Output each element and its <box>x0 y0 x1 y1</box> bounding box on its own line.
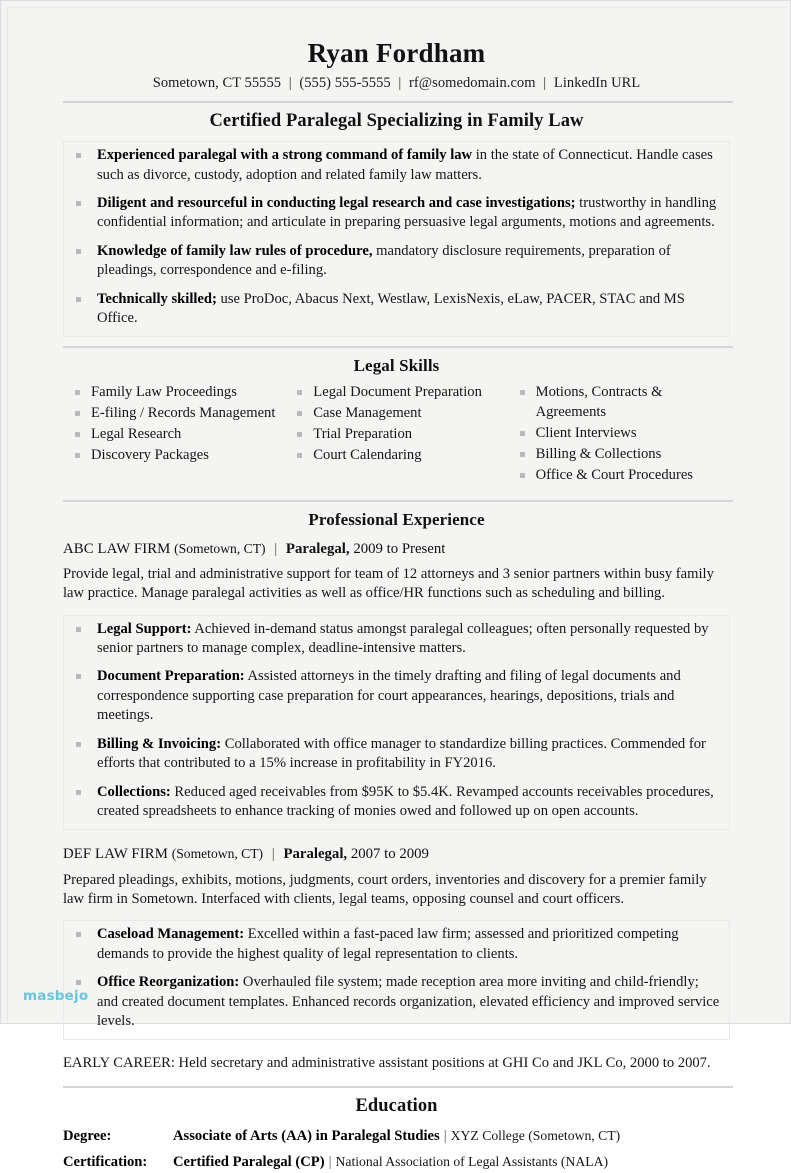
summary-bullet-text <box>97 194 721 233</box>
job-bullet-lead: Collections: <box>97 783 171 800</box>
education-degree: Associate of Arts (AA) in Paralegal Studies <box>173 1128 440 1145</box>
divider-above-skills <box>63 346 733 348</box>
job-bullet-lead: Document Preparation: <box>97 668 245 685</box>
job-location: (Sometown, CT) <box>171 846 264 862</box>
skill-item <box>508 445 730 465</box>
skill-label: E-filing / Records Management <box>91 405 276 422</box>
job-bullet-lead: Billing & Invoicing: <box>97 735 222 752</box>
square-bullet-icon <box>75 453 80 458</box>
square-bullet-icon <box>75 432 80 437</box>
skill-item <box>285 404 507 424</box>
skills-grid <box>63 383 730 490</box>
resume-sheet <box>1 1 790 1173</box>
job-dates: 2009 to Present <box>353 540 446 557</box>
section-title-skills: Legal Skills <box>353 356 440 376</box>
square-bullet-icon <box>297 390 302 395</box>
summary-bullet-rest: use ProDoc, Abacus Next, Westlaw, LexisNexis, eLaw, PACER, STAC and MS Office. <box>97 290 685 326</box>
contact-line <box>63 75 730 92</box>
skill-label: Legal Research <box>91 426 182 443</box>
contact-phone: (555) 555-5555 <box>299 75 391 92</box>
job-separator: | <box>274 540 278 557</box>
summary-bullet-rest: in the state of Connecticut. Handle cases such as divorce, custody, adoption and related family law matters. <box>97 147 713 183</box>
job-bullet-rest: Collaborated with office manager to standardize billing practices. Commended for efforts that contributed to a 15% increase in profitability in FY2016. <box>97 735 706 772</box>
square-bullet-icon <box>520 473 525 478</box>
square-bullet-icon <box>76 297 81 302</box>
summary-bullet-lead: Diligent and resourceful in conducting legal research and case investigations; <box>97 194 576 211</box>
divider-above-education <box>63 1086 733 1088</box>
job-bullet-text <box>97 667 721 725</box>
education-row <box>63 1126 730 1147</box>
summary-bullet-lead: Knowledge of family law rules of procedure, <box>97 242 373 259</box>
square-bullet-icon <box>76 790 81 795</box>
skill-item <box>285 383 507 403</box>
square-bullet-icon <box>76 201 81 206</box>
skill-label: Motions, Contracts & Agreements <box>535 384 663 421</box>
job-bullet-lead: Caseload Management: <box>97 926 245 943</box>
job-firm: ABC LAW FIRM <box>63 540 171 557</box>
job-bullet-text <box>97 973 721 1031</box>
job-role: Paralegal, <box>285 540 350 557</box>
job-bullet-rest: Achieved in-demand status amongst paralegal colleagues; often personally requested by senior partners to manage complex, deadline-intensive matters. <box>97 620 709 657</box>
contact-email[interactable]: rf@somedomain.com <box>409 75 536 92</box>
job-bullet-rest: Overhauled file system; made reception area more inviting and child-friendly; and created document templates. Enhanced records organization, elevated efficiency and improved service levels. <box>97 974 720 1029</box>
education-label: Degree: <box>63 1128 112 1145</box>
job-summary: Provide legal, trial and administrative support for team of 12 attorneys and 3 senior partners within busy family law practice. Manage paralegal activities as well as office/HR functions such as scheduling and billing. <box>63 565 714 602</box>
skills-column-2 <box>285 383 507 486</box>
job-bullet-rest: Excelled within a fast-paced law firm; assessed and prioritized competing demands to provide the highest quality of legal representation to clients. <box>97 926 679 962</box>
skill-item <box>508 424 730 444</box>
square-bullet-icon <box>76 742 81 747</box>
job-dates: 2007 to 2009 <box>350 846 429 863</box>
square-bullet-icon <box>75 411 80 416</box>
summary-bullet-lead: Experienced paralegal with a strong command of family law <box>97 147 473 164</box>
skill-label: Trial Preparation <box>313 426 413 443</box>
contact-separator-2: | <box>398 75 402 92</box>
headline: Certified Paralegal Specializing in Family Law <box>209 111 584 132</box>
summary-bullet <box>64 290 721 329</box>
watermark-label: masbejo <box>23 988 89 1004</box>
skill-item <box>285 425 507 445</box>
education-label: Certification: <box>63 1154 148 1171</box>
job-bullet <box>64 973 721 1031</box>
square-bullet-icon <box>76 980 81 985</box>
summary-bullet <box>64 146 721 185</box>
skill-label: Client Interviews <box>535 425 637 442</box>
summary-bullet-rest: trustworthy in handling confidential information; and articulate in preparing persuasive legal arguments, motions and agreements. <box>97 194 717 231</box>
divider-above-experience <box>63 500 733 502</box>
skill-label: Discovery Packages <box>91 446 209 463</box>
job-bullet <box>64 925 721 964</box>
education-separator: | <box>443 1128 447 1145</box>
skills-column-3 <box>508 383 730 486</box>
job-bullet-group <box>63 615 730 831</box>
square-bullet-icon <box>76 153 81 158</box>
job-heading <box>63 845 730 864</box>
square-bullet-icon <box>297 453 302 458</box>
summary-bullet-text <box>97 242 721 281</box>
job-bullet <box>64 783 721 822</box>
square-bullet-icon <box>76 932 81 937</box>
candidate-name: Ryan Fordham <box>307 38 486 68</box>
job-bullet <box>64 620 721 659</box>
job-location: (Sometown, CT) <box>174 540 266 556</box>
education-separator: | <box>328 1154 332 1171</box>
divider-under-header <box>63 101 733 103</box>
summary-bullet-text <box>97 290 721 329</box>
square-bullet-icon <box>297 432 302 437</box>
education-certification: Certified Paralegal (CP) <box>173 1154 325 1171</box>
contact-separator-1: | <box>288 75 292 92</box>
education-value <box>173 1152 608 1173</box>
summary-bullet-rest: mandatory disclosure requirements, preparation of pleadings, correspondence and e-filing. <box>97 242 671 279</box>
job-summary: Prepared pleadings, exhibits, motions, judgments, court orders, inventories and discovery for a premier family law firm in Sometown. Interfaced with clients, legal teams, opposing counsel and court officers. <box>63 871 707 907</box>
job-bullet <box>64 667 721 725</box>
contact-address: Sometown, CT 55555 <box>152 75 282 92</box>
summary-bullet-lead: Technically skilled; <box>97 290 217 307</box>
skill-label: Legal Document Preparation <box>313 384 482 401</box>
summary-bullet-group <box>63 141 730 337</box>
job-bullet-lead: Office Reorganization: <box>97 974 240 991</box>
skill-label: Family Law Proceedings <box>91 384 237 401</box>
job-heading <box>63 540 730 559</box>
job-bullet-rest: Reduced aged receivables from $95K to $5.4K. Revamped accounts receivables procedures, created spreadsheets to enhance tracking of monies owed and followed up on open accounts. <box>97 783 714 819</box>
skills-column-1 <box>63 383 285 486</box>
skill-item <box>285 446 507 466</box>
education-value <box>173 1126 620 1147</box>
contact-linkedin[interactable]: LinkedIn URL <box>553 75 641 92</box>
skill-label: Case Management <box>313 405 422 422</box>
summary-bullet <box>64 194 721 233</box>
summary-bullet <box>64 242 721 281</box>
skill-label: Office & Court Procedures <box>535 466 693 483</box>
contact-separator-3: | <box>543 75 547 92</box>
job-separator: | <box>271 846 275 863</box>
job-bullet-rest: Assisted attorneys in the timely drafting and filing of legal documents and correspondence supporting case preparation for court appearances, hearings, depositions, trials and meetings. <box>97 668 681 724</box>
job-bullet-lead: Legal Support: <box>97 620 192 637</box>
job-bullet <box>64 735 721 774</box>
job-role: Paralegal, <box>283 846 348 863</box>
section-title-education: Education <box>355 1096 438 1117</box>
skill-item <box>63 446 285 466</box>
skill-item <box>508 383 730 423</box>
skill-item <box>63 404 285 424</box>
education-institution: National Association of Legal Assistants (NALA) <box>335 1154 609 1170</box>
early-career-line: EARLY CAREER: Held secretary and administrative assistant positions at GHI Co and JKL Co, 2000 to 2007. <box>63 1055 711 1072</box>
job-bullet-text <box>97 735 721 774</box>
skill-label: Court Calendaring <box>313 446 422 463</box>
summary-bullet-text <box>97 146 721 185</box>
skill-item <box>63 383 285 403</box>
job-firm: DEF LAW FIRM <box>63 846 168 863</box>
job-bullet-text <box>97 925 721 964</box>
square-bullet-icon <box>520 390 525 395</box>
skill-item <box>63 425 285 445</box>
education-institution: XYZ College (Sometown, CT) <box>450 1128 621 1144</box>
job-bullet-group <box>63 920 730 1040</box>
section-title-experience: Professional Experience <box>308 509 485 529</box>
job-bullet-text <box>97 620 721 659</box>
square-bullet-icon <box>520 452 525 457</box>
square-bullet-icon <box>76 627 81 632</box>
square-bullet-icon <box>297 411 302 416</box>
skill-label: Billing & Collections <box>535 445 662 462</box>
square-bullet-icon <box>75 390 80 395</box>
square-bullet-icon <box>520 431 525 436</box>
education-row <box>63 1152 730 1173</box>
job-bullet-text <box>97 783 721 822</box>
square-bullet-icon <box>76 249 81 254</box>
square-bullet-icon <box>76 674 81 679</box>
skill-item <box>508 466 730 486</box>
